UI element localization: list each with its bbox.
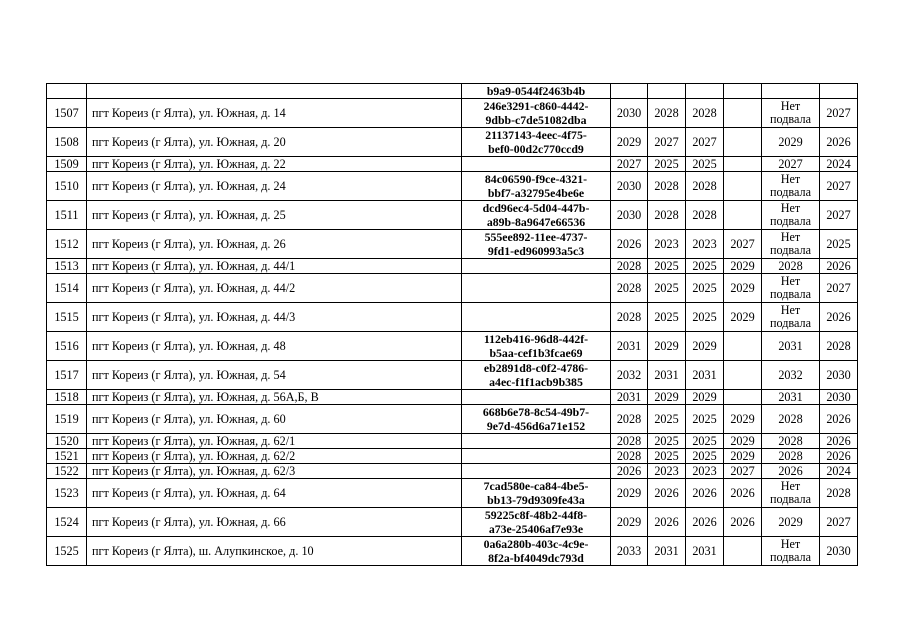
address-cell: пгт Кореиз (г Ялта), ул. Южная, д. 62/1 [87,434,462,449]
guid-cell [462,390,611,405]
address-cell: пгт Кореиз (г Ялта), ул. Южная, д. 54 [87,361,462,390]
guid-cell [462,99,611,128]
year-cell: 2033 [611,537,648,566]
row-number: 1518 [47,390,87,405]
year-cell: 2029 [648,390,686,405]
basement-cell: 2028 [762,259,820,274]
guid-cell [462,259,611,274]
year-cell: 2029 [724,259,762,274]
year-cell: 2025 [686,259,724,274]
guid-cell [462,537,611,566]
table-row [47,537,858,566]
guid-cell [462,449,611,464]
year-cell: 2027 [820,99,858,128]
year-cell: 2025 [648,259,686,274]
year-cell: 2027 [820,201,858,230]
table-row [47,434,858,449]
table-row [47,479,858,508]
year-cell [686,84,724,99]
year-cell: 2026 [648,508,686,537]
year-cell [724,172,762,201]
year-cell: 2026 [611,464,648,479]
basement-cell: 2026 [762,464,820,479]
guid-cell [462,464,611,479]
year-cell: 2028 [611,303,648,332]
year-cell: 2023 [648,464,686,479]
year-cell: 2030 [820,390,858,405]
year-cell [724,201,762,230]
guid-cell [462,128,611,157]
continuation-row [47,84,858,99]
guid-line: 59225c8f-48b2-44f8- [484,508,588,522]
guid-line: 555ee892-11ee-4737- [484,230,588,244]
year-cell: 2028 [611,405,648,434]
address-cell: пгт Кореиз (г Ялта), ул. Южная, д. 62/3 [87,464,462,479]
table-body [47,84,858,566]
year-cell: 2026 [686,508,724,537]
guid-line: a89b-8a9647e66536 [486,215,586,229]
table-row [47,449,858,464]
basement-cell: 2028 [762,449,820,464]
continuation-num-cell [47,84,87,99]
guid-cell [462,201,611,230]
year-cell: 2026 [724,508,762,537]
row-number: 1514 [47,274,87,303]
year-cell: 2027 [686,128,724,157]
guid-line: bb13-79d9309fe43a [487,493,585,507]
year-cell: 2031 [686,537,724,566]
year-cell [724,128,762,157]
row-number: 1515 [47,303,87,332]
year-cell: 2031 [648,361,686,390]
guid-line: 9e7d-456d6a71e152 [486,419,586,433]
continuation-address-cell [87,84,462,99]
year-cell [724,537,762,566]
table-row [47,230,858,259]
guid-line: 668b6e78-8c54-49b7- [482,405,590,419]
year-cell: 2023 [686,230,724,259]
guid-line: dcd96ec4-5d04-447b- [482,201,590,215]
guid-line: 9fd1-ed960993a5c3 [487,244,585,258]
year-cell: 2031 [686,361,724,390]
guid-cell [462,508,611,537]
year-cell: 2031 [611,390,648,405]
address-cell: пгт Кореиз (г Ялта), ул. Южная, д. 56А,Б, В [87,390,462,405]
row-number: 1525 [47,537,87,566]
year-cell: 2030 [820,537,858,566]
year-cell: 2028 [648,201,686,230]
row-number: 1507 [47,99,87,128]
guid-line: a73e-25406af7e93e [488,522,584,536]
year-cell: 2030 [820,361,858,390]
table-row [47,405,858,434]
continuation-guid-cell [462,84,611,99]
year-cell [611,84,648,99]
year-cell: 2025 [686,274,724,303]
year-cell: 2030 [611,172,648,201]
basement-cell: Нет подвала [762,274,820,303]
year-cell: 2029 [724,405,762,434]
year-cell: 2029 [611,508,648,537]
guid-line: b9a9-0544f2463b4b [486,84,586,98]
row-number: 1517 [47,361,87,390]
year-cell [724,332,762,361]
year-cell: 2026 [820,259,858,274]
basement-cell: Нет подвала [762,172,820,201]
year-cell: 2025 [686,405,724,434]
guid-cell [462,274,611,303]
guid-cell [462,405,611,434]
guid-line: 246e3291-c860-4442- [483,99,589,113]
year-cell: 2029 [724,449,762,464]
year-cell: 2025 [820,230,858,259]
guid-cell [462,157,611,172]
table-row [47,172,858,201]
guid-cell [462,332,611,361]
year-cell: 2026 [724,479,762,508]
basement-cell: Нет подвала [762,99,820,128]
basement-cell: 2031 [762,390,820,405]
address-cell: пгт Кореиз (г Ялта), ул. Южная, д. 60 [87,405,462,434]
table-row [47,361,858,390]
table-row [47,157,858,172]
year-cell [724,390,762,405]
address-cell: пгт Кореиз (г Ялта), ул. Южная, д. 44/2 [87,274,462,303]
address-cell: пгт Кореиз (г Ялта), ул. Южная, д. 20 [87,128,462,157]
year-cell: 2028 [820,479,858,508]
year-cell: 2028 [648,172,686,201]
basement-cell: Нет подвала [762,479,820,508]
address-cell: пгт Кореиз (г Ялта), ул. Южная, д. 14 [87,99,462,128]
year-cell: 2030 [611,201,648,230]
basement-cell: Нет подвала [762,537,820,566]
guid-line: a4ec-f1f1acb9b385 [489,375,583,389]
year-cell: 2029 [724,434,762,449]
row-number: 1509 [47,157,87,172]
address-cell: пгт Кореиз (г Ялта), ул. Южная, д. 24 [87,172,462,201]
address-cell: пгт Кореиз (г Ялта), ул. Южная, д. 44/3 [87,303,462,332]
year-cell: 2024 [820,464,858,479]
basement-cell: 2031 [762,332,820,361]
year-cell: 2026 [820,449,858,464]
address-cell: пгт Кореиз (г Ялта), ул. Южная, д. 22 [87,157,462,172]
year-cell: 2029 [611,479,648,508]
address-cell: пгт Кореиз (г Ялта), ул. Южная, д. 62/2 [87,449,462,464]
guid-line: eb2891d8-c0f2-4786- [483,361,589,375]
year-cell: 2027 [820,274,858,303]
guid-cell [462,361,611,390]
table-row [47,99,858,128]
year-cell: 2025 [648,157,686,172]
year-cell: 2029 [686,390,724,405]
year-cell: 2026 [820,434,858,449]
year-cell: 2029 [611,128,648,157]
year-cell: 2032 [611,361,648,390]
guid-line: 0a6a280b-403c-4c9e- [483,537,589,551]
table-row [47,259,858,274]
guid-line: 21137143-4eec-4f75- [485,128,587,142]
year-cell: 2029 [686,332,724,361]
year-cell: 2025 [648,434,686,449]
guid-line: 8f2a-bf4049dc793d [488,551,584,565]
year-cell: 2025 [648,274,686,303]
row-number: 1522 [47,464,87,479]
year-cell: 2027 [724,464,762,479]
year-cell: 2028 [611,274,648,303]
year-cell: 2028 [611,449,648,464]
address-cell: пгт Кореиз (г Ялта), ул. Южная, д. 25 [87,201,462,230]
year-cell: 2029 [724,303,762,332]
address-cell: пгт Кореиз (г Ялта), ш. Алупкинское, д. 10 [87,537,462,566]
year-cell: 2027 [724,230,762,259]
housing-schedule-table [46,83,858,566]
year-cell [820,84,858,99]
year-cell: 2025 [648,405,686,434]
year-cell: 2026 [820,128,858,157]
year-cell [648,84,686,99]
year-cell: 2030 [611,99,648,128]
year-cell: 2025 [648,303,686,332]
row-number: 1513 [47,259,87,274]
table-row [47,201,858,230]
table-row [47,464,858,479]
guid-cell [462,434,611,449]
year-cell: 2025 [686,303,724,332]
year-cell: 2028 [686,99,724,128]
year-cell [724,99,762,128]
year-cell: 2031 [648,537,686,566]
year-cell: 2027 [648,128,686,157]
row-number: 1519 [47,405,87,434]
address-cell: пгт Кореиз (г Ялта), ул. Южная, д. 66 [87,508,462,537]
guid-cell [462,172,611,201]
address-cell: пгт Кореиз (г Ялта), ул. Южная, д. 48 [87,332,462,361]
basement-cell: 2029 [762,508,820,537]
table-row [47,303,858,332]
row-number: 1510 [47,172,87,201]
row-number: 1524 [47,508,87,537]
year-cell: 2027 [820,508,858,537]
year-cell: 2028 [686,172,724,201]
basement-cell: 2032 [762,361,820,390]
year-cell: 2027 [611,157,648,172]
guid-line: 9dbb-c7de51082dba [485,113,587,127]
guid-cell [462,230,611,259]
year-cell [724,361,762,390]
basement-cell: Нет подвала [762,303,820,332]
row-number: 1521 [47,449,87,464]
year-cell: 2028 [686,201,724,230]
table-row [47,332,858,361]
table-row [47,390,858,405]
address-cell: пгт Кореиз (г Ялта), ул. Южная, д. 26 [87,230,462,259]
year-cell: 2024 [820,157,858,172]
year-cell: 2026 [820,303,858,332]
row-number: 1523 [47,479,87,508]
basement-cell: Нет подвала [762,230,820,259]
row-number: 1512 [47,230,87,259]
table-row [47,128,858,157]
year-cell: 2026 [686,479,724,508]
guid-cell [462,479,611,508]
year-cell [724,84,762,99]
guid-line: 7cad580e-ca84-4be5- [483,479,589,493]
year-cell: 2029 [724,274,762,303]
guid-line: 84c06590-f9ce-4321- [484,172,588,186]
guid-cell [462,303,611,332]
row-number: 1508 [47,128,87,157]
basement-cell [762,84,820,99]
year-cell: 2028 [611,434,648,449]
address-cell: пгт Кореиз (г Ялта), ул. Южная, д. 64 [87,479,462,508]
row-number: 1511 [47,201,87,230]
year-cell: 2027 [820,172,858,201]
basement-cell: 2027 [762,157,820,172]
year-cell: 2025 [686,449,724,464]
year-cell: 2025 [686,434,724,449]
basement-cell: 2028 [762,405,820,434]
address-cell: пгт Кореиз (г Ялта), ул. Южная, д. 44/1 [87,259,462,274]
year-cell: 2028 [648,99,686,128]
year-cell: 2023 [686,464,724,479]
basement-cell: 2029 [762,128,820,157]
year-cell: 2026 [648,479,686,508]
guid-line: bef0-00d2c770ccd9 [488,142,584,156]
table-row [47,274,858,303]
year-cell: 2025 [648,449,686,464]
row-number: 1516 [47,332,87,361]
basement-cell: 2028 [762,434,820,449]
row-number: 1520 [47,434,87,449]
basement-cell: Нет подвала [762,201,820,230]
guid-line: 112eb416-96d8-442f- [483,332,589,346]
year-cell [724,157,762,172]
table-row [47,508,858,537]
guid-line: bbf7-a32795e4be6e [487,186,585,200]
year-cell: 2031 [611,332,648,361]
year-cell: 2028 [611,259,648,274]
year-cell: 2026 [611,230,648,259]
year-cell: 2028 [820,332,858,361]
year-cell: 2029 [648,332,686,361]
year-cell: 2026 [820,405,858,434]
year-cell: 2023 [648,230,686,259]
year-cell: 2025 [686,157,724,172]
guid-line: b5aa-cef1b3fcae69 [489,346,583,360]
